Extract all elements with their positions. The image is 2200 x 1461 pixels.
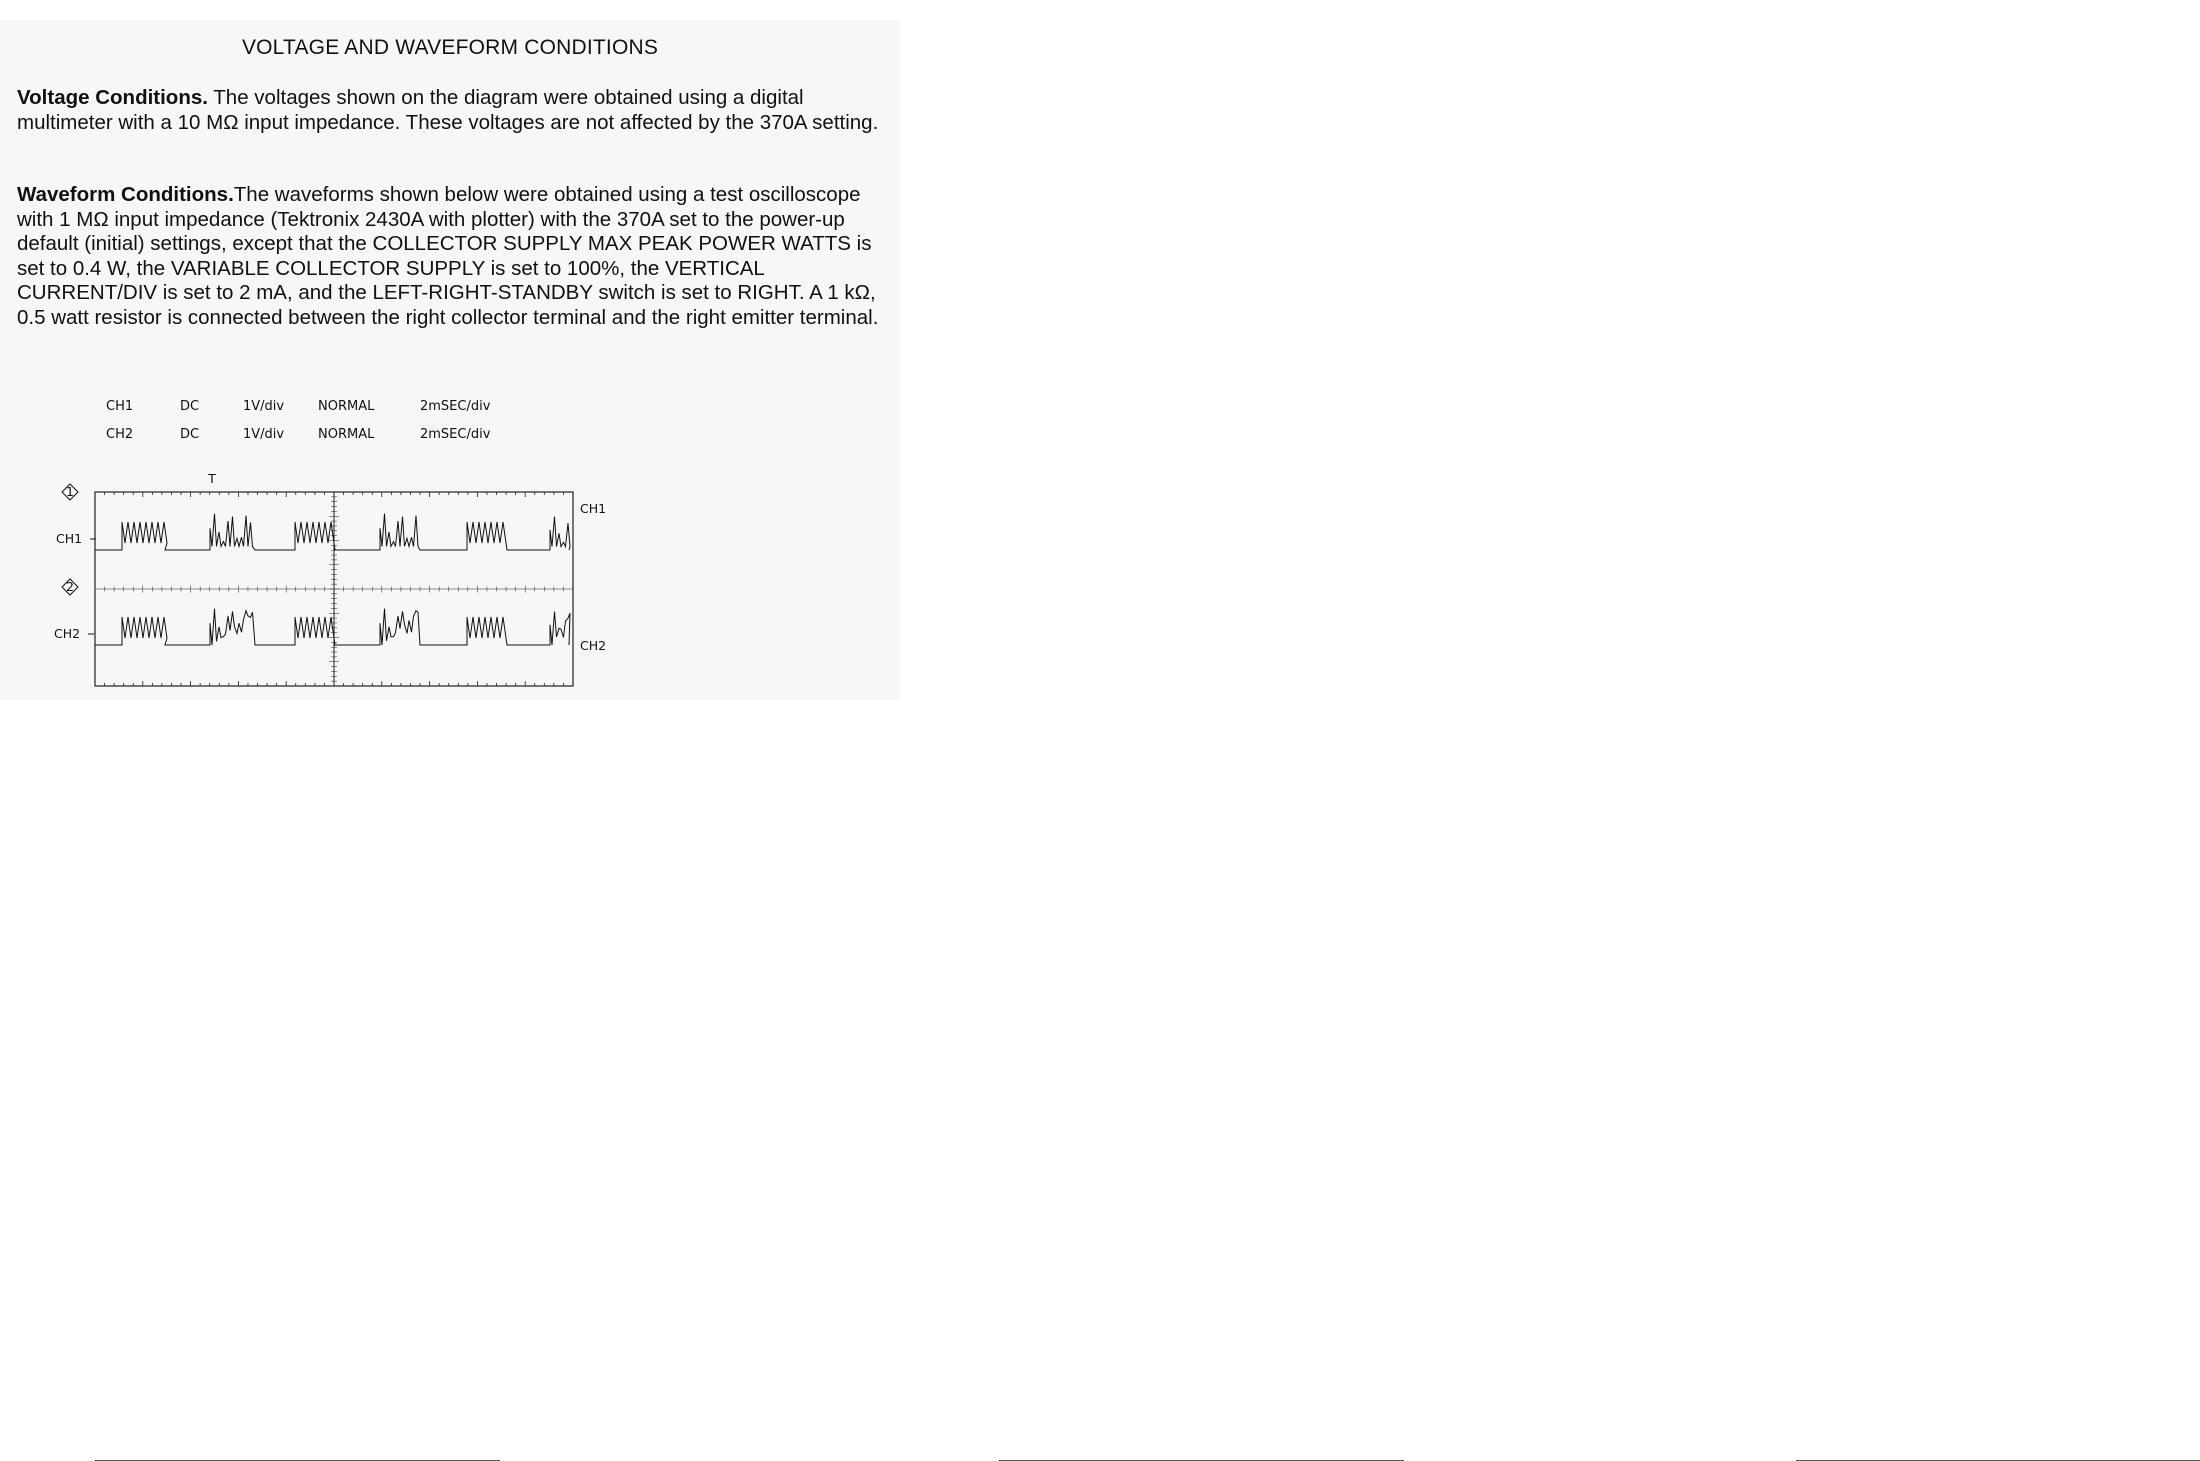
ch2-left-label: CH2 (54, 626, 81, 641)
setting-coupling: DC (180, 427, 200, 442)
waveform-conditions-paragraph (17, 183, 892, 330)
trigger-marker: T (208, 471, 216, 486)
oscilloscope-svg (40, 470, 630, 690)
ch2-right-label: CH2 (580, 638, 607, 653)
waveform-conditions-text: The waveforms shown below were obtained using a test oscilloscope with 1 MΩ input impedance (Tektronix 2430A with plotter) with the 370A set to the power-up default (initial) settings, except that the COLLECTOR SUPPLY MAX PEAK POWER WATTS is set to 0.4 W, the VARIABLE COLLECTOR SUPPLY is set to 100%, the VERTICAL CURRENT/DIV is set to 2 mA, and the LEFT-RIGHT-STANDBY switch is set to RIGHT. A 1 kΩ, 0.5 watt resistor is connected between the right collector terminal and the right emitter terminal. (17, 183, 879, 329)
ch2-marker-icon (62, 579, 78, 595)
setting-time-per-div: 2mSEC/div (420, 427, 491, 442)
oscilloscope-plot (40, 470, 630, 690)
ch1-right-label: CH1 (580, 501, 607, 516)
ch2-waveform-trace (95, 609, 570, 645)
voltage-conditions-paragraph (17, 86, 892, 135)
setting-mode: NORMAL (318, 399, 375, 414)
setting-volts-per-div: 1V/div (243, 427, 285, 442)
setting-coupling: DC (180, 399, 200, 414)
voltage-conditions-heading: Voltage Conditions. (17, 86, 208, 109)
waveform-conditions-heading: Waveform Conditions. (17, 183, 234, 206)
ch2-marker-number: 2 (66, 579, 74, 594)
graticule-ticks (95, 492, 573, 686)
setting-mode: NORMAL (318, 427, 375, 442)
ch1-marker-icon (62, 484, 78, 500)
setting-volts-per-div: 1V/div (243, 399, 285, 414)
voltage-conditions-text: The voltages shown on the diagram were obtained using a digital multimeter with a 10 MΩ input impedance. These voltages are not affected by the 370A setting. (17, 86, 879, 134)
ch1-waveform-trace (95, 514, 570, 550)
ch1-marker-number: 1 (66, 484, 74, 499)
setting-channel: CH1 (106, 399, 134, 414)
setting-channel: CH2 (106, 427, 134, 442)
setting-time-per-div: 2mSEC/div (420, 399, 491, 414)
page-title: VOLTAGE AND WAVEFORM CONDITIONS (241, 36, 659, 59)
ch1-left-label: CH1 (56, 531, 83, 546)
